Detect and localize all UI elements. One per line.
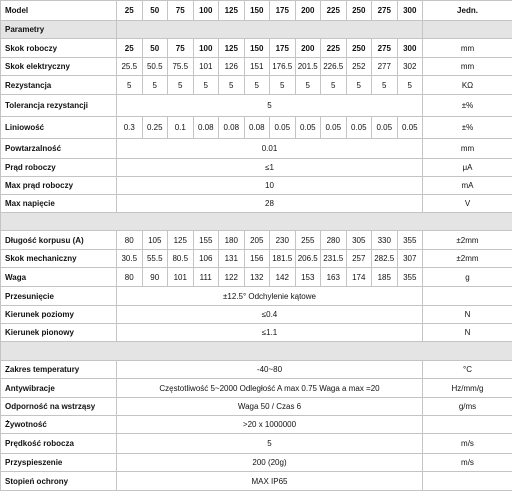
value-cell: 50.5: [142, 58, 168, 76]
value-cell: 5: [168, 76, 194, 95]
value-cell: 5: [219, 76, 245, 95]
row-label: Kierunek pionowy: [1, 324, 117, 342]
value-cell: 111: [193, 268, 219, 287]
table-row: [1, 379, 512, 398]
header-size-275: 275: [372, 1, 398, 21]
merged-value-cell: Częstotliwość 5~2000 Odległość A max 0.75 Waga a max =20: [117, 379, 423, 398]
value-cell: 125: [168, 231, 194, 250]
value-cell: 300: [397, 39, 423, 58]
value-cell: 206.5: [295, 250, 321, 268]
value-cell: 0.08: [244, 117, 270, 139]
unit-cell: mA: [423, 177, 512, 195]
value-cell: 75: [168, 39, 194, 58]
value-cell: 277: [372, 58, 398, 76]
value-cell: 105: [142, 231, 168, 250]
row-label: Rezystancja: [1, 76, 117, 95]
value-cell: 5: [346, 76, 372, 95]
value-cell: 0.08: [219, 117, 245, 139]
value-cell: 226.5: [321, 58, 347, 76]
value-cell: 5: [372, 76, 398, 95]
unit-cell: N: [423, 324, 512, 342]
unit-cell: g: [423, 268, 512, 287]
value-cell: 230: [270, 231, 296, 250]
merged-value-cell: Waga 50 / Czas 6: [117, 398, 423, 416]
value-cell: 80: [117, 231, 143, 250]
value-cell: 0.05: [270, 117, 296, 139]
value-cell: 225: [321, 39, 347, 58]
merged-value-cell: 28: [117, 195, 423, 213]
value-cell: 0.05: [372, 117, 398, 139]
value-cell: 5: [244, 76, 270, 95]
specification-table-body: [1, 1, 512, 491]
value-cell: 132: [244, 268, 270, 287]
row-label: Max napięcie: [1, 195, 117, 213]
value-cell: 205: [244, 231, 270, 250]
value-cell: 80.5: [168, 250, 194, 268]
row-label: Tolerancja rezystancji: [1, 95, 117, 117]
unit-cell: mm: [423, 39, 512, 58]
merged-value-cell: 5: [117, 95, 423, 117]
header-unit-label: Jedn.: [423, 1, 512, 21]
value-cell: 174: [346, 268, 372, 287]
spacer-cell: [1, 213, 512, 231]
unit-cell: g/ms: [423, 398, 512, 416]
unit-cell: V: [423, 195, 512, 213]
unit-cell: μA: [423, 159, 512, 177]
table-row: [1, 231, 512, 250]
table-row: [1, 76, 512, 95]
value-cell: 0.25: [142, 117, 168, 139]
merged-value-cell: MAX IP65: [117, 472, 423, 491]
unit-cell: ±2mm: [423, 231, 512, 250]
table-row: [1, 250, 512, 268]
unit-cell: mm: [423, 58, 512, 76]
merged-value-cell: 200 (20g): [117, 454, 423, 472]
section-filler: [117, 21, 423, 39]
value-cell: 101: [168, 268, 194, 287]
merged-value-cell: ≤1.1: [117, 324, 423, 342]
header-size-100: 100: [193, 1, 219, 21]
value-cell: 5: [295, 76, 321, 95]
unit-cell: mm: [423, 139, 512, 159]
header-model-label: Model: [1, 1, 117, 21]
value-cell: 180: [219, 231, 245, 250]
table-row: [1, 159, 512, 177]
value-cell: 0.08: [193, 117, 219, 139]
table-row: [1, 195, 512, 213]
merged-value-cell: 10: [117, 177, 423, 195]
table-row: [1, 306, 512, 324]
value-cell: 0.05: [321, 117, 347, 139]
table-row: [1, 324, 512, 342]
table-row: [1, 139, 512, 159]
value-cell: 5: [321, 76, 347, 95]
header-size-25: 25: [117, 1, 143, 21]
value-cell: 185: [372, 268, 398, 287]
value-cell: 125: [219, 39, 245, 58]
merged-value-cell: ≤1: [117, 159, 423, 177]
header-size-150: 150: [244, 1, 270, 21]
table-row: [1, 398, 512, 416]
section-title: Parametry: [1, 21, 117, 39]
value-cell: 5: [397, 76, 423, 95]
value-cell: 90: [142, 268, 168, 287]
value-cell: 302: [397, 58, 423, 76]
value-cell: 100: [193, 39, 219, 58]
table-row: [1, 58, 512, 76]
table-row: [1, 268, 512, 287]
value-cell: 355: [397, 268, 423, 287]
value-cell: 282.5: [372, 250, 398, 268]
unit-cell: [423, 287, 512, 306]
merged-value-cell: 5: [117, 434, 423, 454]
row-label: Przesunięcie: [1, 287, 117, 306]
table-row: [1, 287, 512, 306]
unit-cell: KΩ: [423, 76, 512, 95]
value-cell: 5: [193, 76, 219, 95]
row-label: Stopień ochrony: [1, 472, 117, 491]
row-label: Powtarzalność: [1, 139, 117, 159]
value-cell: 200: [295, 39, 321, 58]
value-cell: 231.5: [321, 250, 347, 268]
row-label: Skok mechaniczny: [1, 250, 117, 268]
value-cell: 355: [397, 231, 423, 250]
unit-cell: °C: [423, 361, 512, 379]
value-cell: 75.5: [168, 58, 194, 76]
value-cell: 142: [270, 268, 296, 287]
value-cell: 307: [397, 250, 423, 268]
header-size-200: 200: [295, 1, 321, 21]
header-size-175: 175: [270, 1, 296, 21]
header-size-300: 300: [397, 1, 423, 21]
merged-value-cell: ±12.5° Odchylenie kątowe: [117, 287, 423, 306]
unit-cell: [423, 472, 512, 491]
value-cell: 0.05: [295, 117, 321, 139]
value-cell: 155: [193, 231, 219, 250]
row-label: Kierunek poziomy: [1, 306, 117, 324]
merged-value-cell: ≤0.4: [117, 306, 423, 324]
value-cell: 101: [193, 58, 219, 76]
value-cell: 252: [346, 58, 372, 76]
header-size-225: 225: [321, 1, 347, 21]
value-cell: 5: [117, 76, 143, 95]
value-cell: 106: [193, 250, 219, 268]
merged-value-cell: >20 x 1000000: [117, 416, 423, 434]
header-size-250: 250: [346, 1, 372, 21]
value-cell: 150: [244, 39, 270, 58]
spacer-row: [1, 342, 512, 361]
section-row-parametry: [1, 21, 512, 39]
value-cell: 330: [372, 231, 398, 250]
spacer-cell: [1, 342, 512, 361]
row-label: Antywibracje: [1, 379, 117, 398]
row-label: Długość korpusu (A): [1, 231, 117, 250]
unit-cell: [423, 416, 512, 434]
table-row: [1, 454, 512, 472]
value-cell: 5: [142, 76, 168, 95]
merged-value-cell: -40~80: [117, 361, 423, 379]
unit-cell: Hz/mm/g: [423, 379, 512, 398]
value-cell: 181.5: [270, 250, 296, 268]
row-label: Odporność na wstrząsy: [1, 398, 117, 416]
row-label: Waga: [1, 268, 117, 287]
value-cell: 153: [295, 268, 321, 287]
table-row: [1, 416, 512, 434]
value-cell: 201.5: [295, 58, 321, 76]
row-label: Żywotność: [1, 416, 117, 434]
value-cell: 80: [117, 268, 143, 287]
value-cell: 0.05: [346, 117, 372, 139]
row-label: Prędkość robocza: [1, 434, 117, 454]
value-cell: 250: [346, 39, 372, 58]
value-cell: 163: [321, 268, 347, 287]
unit-cell: ±%: [423, 117, 512, 139]
header-row: [1, 1, 512, 21]
value-cell: 25.5: [117, 58, 143, 76]
row-label: Max prąd roboczy: [1, 177, 117, 195]
merged-value-cell: 0.01: [117, 139, 423, 159]
value-cell: 151: [244, 58, 270, 76]
row-label: Skok elektryczny: [1, 58, 117, 76]
table-row: [1, 39, 512, 58]
table-row: [1, 117, 512, 139]
value-cell: 175: [270, 39, 296, 58]
value-cell: 275: [372, 39, 398, 58]
row-label: Liniowość: [1, 117, 117, 139]
unit-cell: m/s: [423, 454, 512, 472]
value-cell: 257: [346, 250, 372, 268]
table-row: [1, 95, 512, 117]
unit-cell: ±2mm: [423, 250, 512, 268]
unit-cell: N: [423, 306, 512, 324]
value-cell: 25: [117, 39, 143, 58]
unit-cell: m/s: [423, 434, 512, 454]
value-cell: 305: [346, 231, 372, 250]
value-cell: 280: [321, 231, 347, 250]
value-cell: 122: [219, 268, 245, 287]
table-row: [1, 361, 512, 379]
value-cell: 30.5: [117, 250, 143, 268]
header-size-125: 125: [219, 1, 245, 21]
value-cell: 0.1: [168, 117, 194, 139]
row-label: Przyspieszenie: [1, 454, 117, 472]
row-label: Skok roboczy: [1, 39, 117, 58]
header-size-75: 75: [168, 1, 194, 21]
value-cell: 50: [142, 39, 168, 58]
table-row: [1, 472, 512, 491]
unit-cell: ±%: [423, 95, 512, 117]
header-size-50: 50: [142, 1, 168, 21]
value-cell: 131: [219, 250, 245, 268]
value-cell: 0.05: [397, 117, 423, 139]
value-cell: 255: [295, 231, 321, 250]
row-label: Prąd roboczy: [1, 159, 117, 177]
value-cell: 5: [270, 76, 296, 95]
row-label: Zakres temperatury: [1, 361, 117, 379]
value-cell: 126: [219, 58, 245, 76]
value-cell: 55.5: [142, 250, 168, 268]
section-filler-unit: [423, 21, 512, 39]
value-cell: 176.5: [270, 58, 296, 76]
spacer-row: [1, 213, 512, 231]
value-cell: 156: [244, 250, 270, 268]
value-cell: 0.3: [117, 117, 143, 139]
table-row: [1, 177, 512, 195]
